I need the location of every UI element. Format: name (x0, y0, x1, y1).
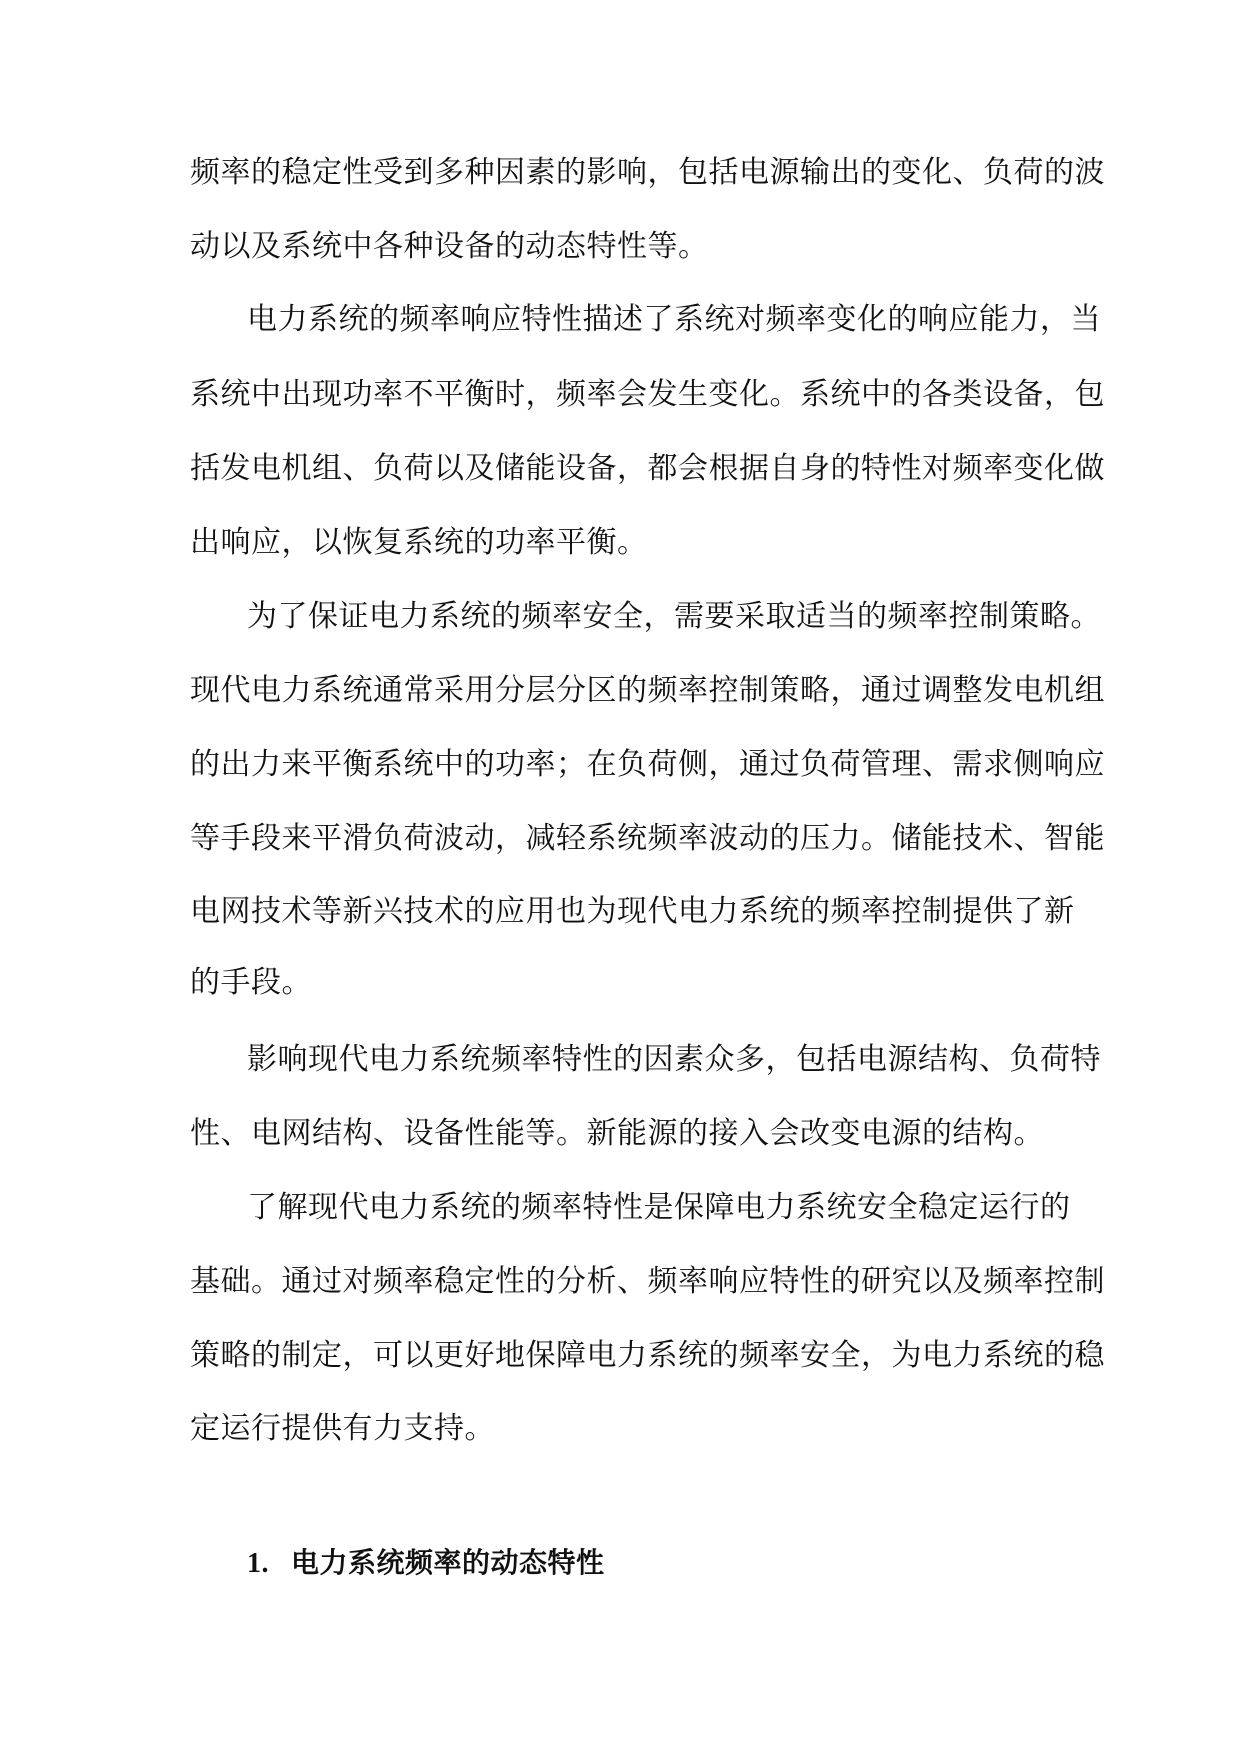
text-line: 现代电力系统通常采用分层分区的频率控制策略，通过调整发电机组 (190, 673, 1105, 708)
text-line: 等手段来平滑负荷波动，减轻系统频率波动的压力。储能技术、智能 (190, 821, 1105, 856)
text-line: 系统中出现功率不平衡时，频率会发生变化。系统中的各类设备，包 (190, 377, 1105, 412)
text-line: 动以及系统中各种设备的动态特性等。 (190, 229, 709, 264)
text-line: 电网技术等新兴技术的应用也为现代电力系统的频率控制提供了新 (190, 894, 1075, 929)
section-title: 电力系统频率的动态特性 (291, 1546, 605, 1579)
text-line: 基础。通过对频率稳定性的分析、频率响应特性的研究以及频率控制 (190, 1264, 1105, 1299)
text-line: 了解现代电力系统的频率特性是保障电力系统安全稳定运行的 (247, 1190, 1071, 1225)
text-line: 为了保证电力系统的频率安全，需要采取适当的频率控制策略。 (247, 599, 1101, 634)
text-line: 定运行提供有力支持。 (190, 1411, 495, 1446)
text-line: 电力系统的频率响应特性描述了系统对频率变化的响应能力，当 (247, 302, 1101, 337)
text-line: 的手段。 (190, 965, 312, 1000)
text-line: 影响现代电力系统频率特性的因素众多，包括电源结构、负荷特 (247, 1042, 1101, 1077)
section-heading (247, 1543, 605, 1584)
text-line: 策略的制定，可以更好地保障电力系统的频率安全，为电力系统的稳 (190, 1338, 1105, 1373)
section-number: 1. (247, 1548, 269, 1579)
text-line: 出响应，以恢复系统的功率平衡。 (190, 525, 648, 560)
text-line: 频率的稳定性受到多种因素的影响，包括电源输出的变化、负荷的波 (190, 155, 1105, 190)
text-line: 括发电机组、负荷以及储能设备，都会根据自身的特性对频率变化做 (190, 451, 1105, 486)
text-line: 性、电网结构、设备性能等。新能源的接入会改变电源的结构。 (190, 1116, 1044, 1151)
text-line: 的出力来平衡系统中的功率；在负荷侧，通过负荷管理、需求侧响应 (190, 747, 1105, 782)
